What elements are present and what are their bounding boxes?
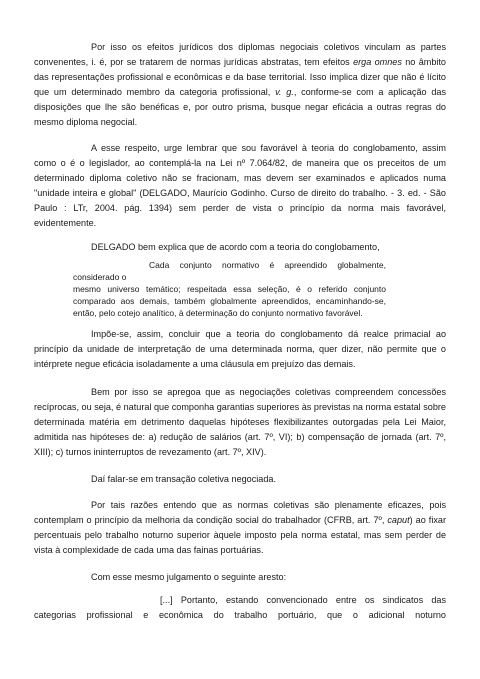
aresto-rest: categorias profissional e econômica do trabalho portuário, que o adicional noturno xyxy=(34,610,446,620)
p7-text-a: Por tais razões entendo que as normas coletivas são plenamente eficazes, pois contemplam o princípio da melhoria da condição social do trabalhador (CFRB, art. 7º, xyxy=(34,500,446,525)
p7-italic-caput: caput xyxy=(387,515,410,525)
paragraph-teoria-conglobamento: A esse respeito, urge lembrar que sou favorável à teoria do conglobamento, assim como o é o legislador, ao contemplá-la na Lei nº 7.064/82, de maneira que os preceitos de um determinado diploma coletivo não se fracionam, mas devem ser examinados e aplicados numa "unidade inteira e global" (DELGADO, Maurício Godinho. Curso de direito do trabalho. - 3. ed. - São Paulo : LTr, 2004. pág. 1394) sem perder de vista o princípio da norma mais favorável, evidentemente. xyxy=(34,143,446,228)
paragraph-normas-coletivas xyxy=(34,498,446,558)
paragraph-impoe-se: Impõe-se, assim, concluir que a teoria do conglobamento dá realce primacial ao princípio da unidade de interpretação de uma determinada norma, quer dizer, não permite que o intérprete negue eficácia isoladamente a uma cláusula em prejuízo das demais. xyxy=(34,329,446,369)
paragraph-delgado-intro: DELGADO bem explica que de acordo com a teoria do conglobamento, xyxy=(91,242,380,252)
p1-italic-erga-omnes: erga omnes xyxy=(353,57,402,67)
paragraph-efeitos-juridicos xyxy=(34,40,446,130)
block-quote-delgado xyxy=(34,259,386,319)
p1-italic-vg: v. g. xyxy=(275,87,294,97)
quote-rest: mesmo universo temático; respeitada essa seleção, é o referido conjunto comparado aos demais, também globalmente apreendidos, encaminhando-se, então, pelo cotejo analítico, à determinação do conjunto normativo favorável. xyxy=(73,284,386,318)
aresto-first-line: [...] Portanto, estando convencionado entre os sindicatos das xyxy=(160,595,446,605)
p1-text-a: Por isso os efeitos jurídicos dos diplomas negociais coletivos vinculam as partes convenentes, i. é, por se tratarem de normas jurídicas abstratas, tem efeitos xyxy=(34,42,446,67)
paragraph-aresto-intro: Com esse mesmo julgamento o seguinte aresto: xyxy=(91,572,287,582)
document-body xyxy=(34,40,446,623)
p7-text-b: ) ao fixar percentuais pelo trabalho noturno superior àquele imposto pela norma estatal, mas sem perder de vista à complexidade de cada uma das fainas portuárias. xyxy=(34,515,446,555)
p1-text-b: no âmbito das representações profissional e econômicas e da base territorial. Isso implica dizer que não é lícito que um determinado membro da categoria profissional, xyxy=(34,57,446,97)
p1-text-c: , conforme-se com a aplicação das disposições que lhe são benéficas e, por outro prisma, busque negar eficácia a outras regras do mesmo diploma negocial. xyxy=(34,87,446,127)
quote-first-line: Cada conjunto normativo é apreendido globalmente, considerado o xyxy=(73,260,386,282)
paragraph-transacao-coletiva: Daí falar-se em transação coletiva negociada. xyxy=(91,474,277,484)
paragraph-negociacoes-coletivas: Bem por isso se apregoa que as negociações coletivas compreendem concessões recíprocas, ou seja, é natural que componha garantias superiores às previstas na norma estatal sobre determinada matéria em detrimento daquelas hipóteses flexibilizantes outorgadas pela Lei Maior, admitida nas hipóteses de: a) redução de salários (art. 7º, VI); b) compensação de jornada (art. 7º, XIII); c) turnos ininterruptos de revezamento (art. 7º, XIV). xyxy=(34,387,446,457)
block-quote-aresto xyxy=(34,593,446,623)
